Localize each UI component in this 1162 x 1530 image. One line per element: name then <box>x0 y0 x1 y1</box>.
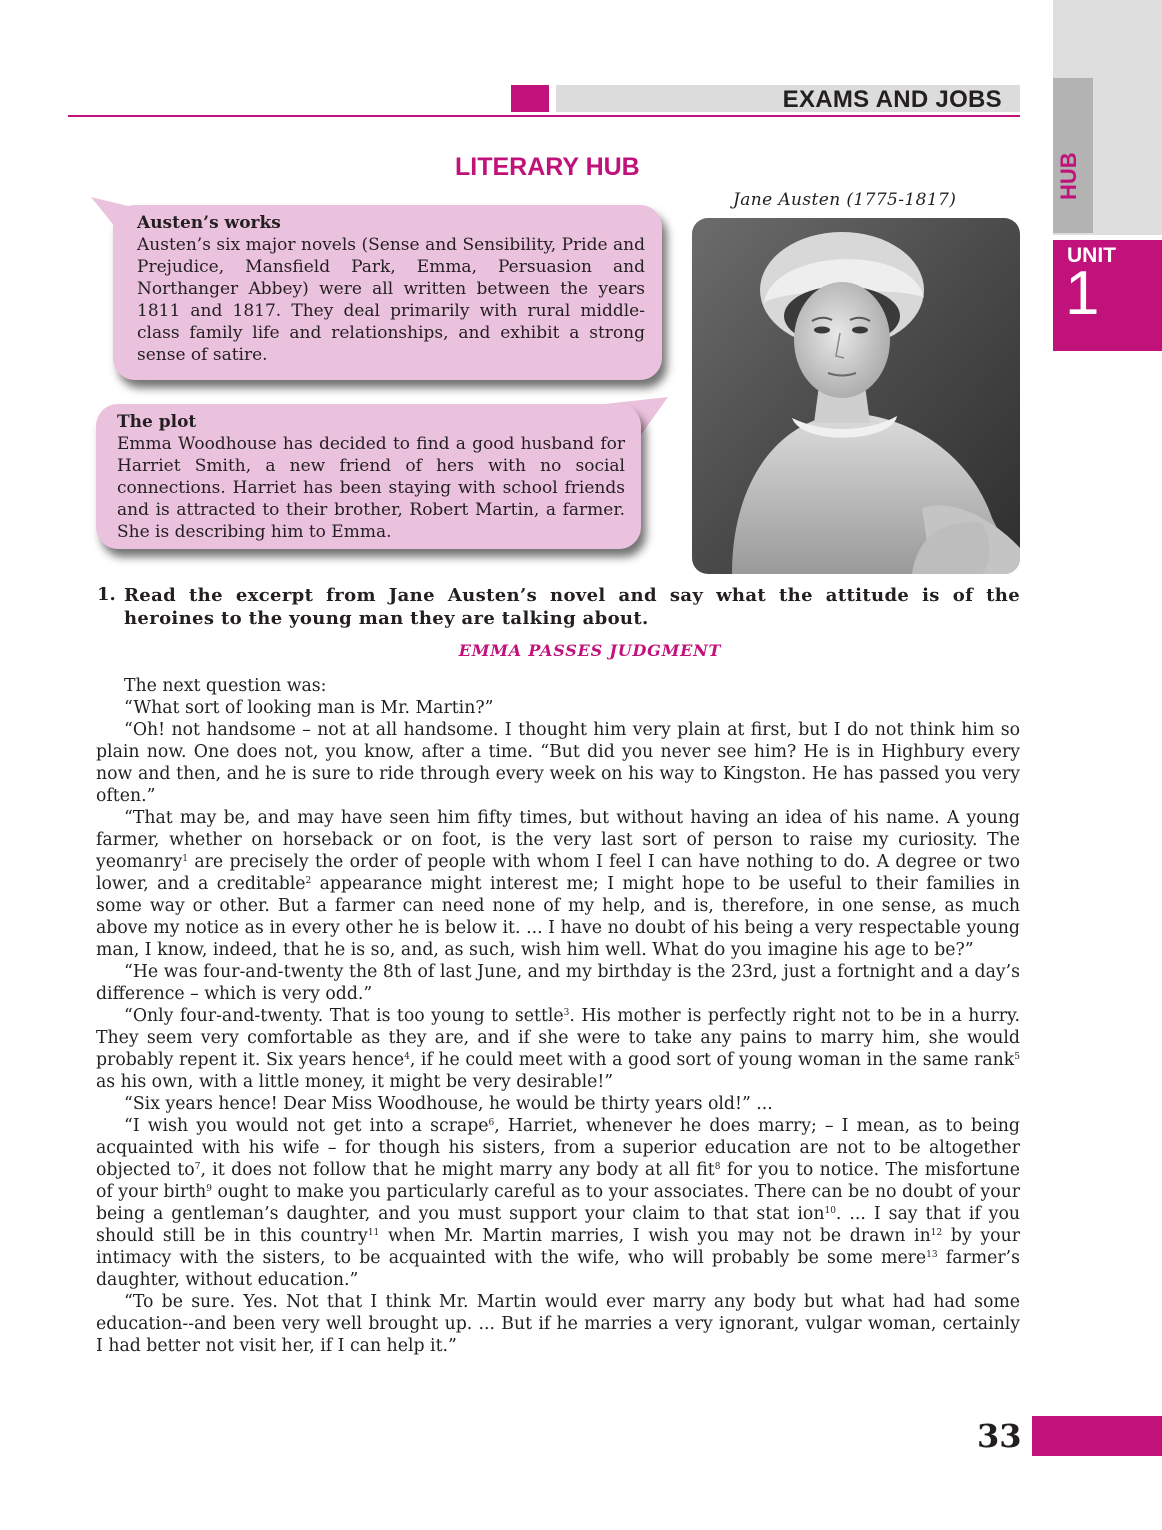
footnote-ref: 12 <box>930 1228 943 1238</box>
paragraph: “To be sure. Yes. Not that I think Mr. Martin would ever marry any body but what had had some education--and been very well brought up. ... But if he marries a very ignorant, vulgar woman, certainly I had better not visit her, if I can help it.” <box>96 1292 1020 1356</box>
task-instruction: Read the excerpt from Jane Austen’s novel and say what the attitude is of the heroines to the young man they are talking about. <box>124 585 1020 629</box>
portrait-image <box>692 218 1020 574</box>
footnote-ref: 1 <box>182 854 188 864</box>
footnote-ref: 2 <box>305 876 312 886</box>
unit-number: 1 <box>1065 259 1100 328</box>
works-title: Austen’s works <box>137 213 281 233</box>
header-accent-square <box>511 85 549 112</box>
section-title: LITERARY HUB <box>455 153 640 181</box>
footnote-ref: 4 <box>404 1052 410 1062</box>
paragraph: “What sort of looking man is Mr. Martin?” <box>124 698 494 718</box>
footnote-ref: 10 <box>824 1206 836 1216</box>
plot-bubble <box>96 404 641 549</box>
paragraph: “Six years hence! Dear Miss Woodhouse, he would be thirty years old!” ... <box>124 1094 773 1114</box>
paragraph: The next question was: <box>124 676 327 696</box>
paragraph: “Oh! not handsome – not at all handsome. I thought him very plain at first, but I do not think him so plain now. One does not, you know, after a time. “But did you never see him? He is in Highbury every now and then, and he is sure to ride through every week on his way to Kingston. He has passed you very often.” <box>96 720 1020 806</box>
footnote-ref: 9 <box>206 1184 213 1194</box>
plot-title: The plot <box>117 412 197 432</box>
footnote-ref: 3 <box>563 1008 570 1018</box>
paragraph: “He was four-and-twenty the 8th of last June, and my birthday is the 23rd, just a fortnight and a day’s difference – which is very odd.” <box>96 962 1020 1004</box>
page-number: 33 <box>977 1417 1022 1455</box>
header-title: EXAMS AND JOBS <box>782 86 1002 113</box>
excerpt-title: EMMA PASSES JUDGMENT <box>458 641 722 660</box>
unit-label: UNIT <box>1067 244 1116 267</box>
footnote-ref: 13 <box>926 1250 938 1260</box>
works-bubble <box>113 205 662 380</box>
works-text: Austen’s six major novels (Sense and Sensibility, Pride and Prejudice, Mansfield Park, Emma, Persuasion and Northanger Abbey) were all written between the years 1811 and 1817. They deal primarily with rural middle-class family life and relationships, and exhibit a strong sense of satire. <box>137 235 645 365</box>
unit-badge <box>1053 240 1162 351</box>
footnote-ref: 11 <box>367 1228 380 1238</box>
paragraph: “That may be, and may have seen him fifty times, but without having an idea of his name. A young farmer, whether on horseback or on foot, is the very last sort of person to raise my curiosity. The yeomanry$^1$ are precisely the order of people with whom I feel I can have nothing to do. A degree or two lower, and a creditable$^2$ appearance might interest me; I might hope to be useful to their families in some way or other. But a farmer can need none of my help, and is, therefore, in one sense, as much above my notice as in every other he is below it. ... I have no doubt of his being a very respectable young man, I know, indeed, that he is so, and, as such, wish him well. What do you imagine his age to be?” <box>96 808 1020 960</box>
side-hub-label: HUB <box>1056 152 1081 200</box>
header-rule <box>68 115 1020 117</box>
excerpt-body <box>96 675 1020 1357</box>
footnote-ref: 8 <box>714 1162 721 1172</box>
footnote-ref: 7 <box>194 1162 201 1172</box>
plot-text: Emma Woodhouse has decided to find a good husband for Harriet Smith, a new friend of hers with no social connections. Harriet has been staying with school friends and is attracted to their brother, Robert Martin, a farmer. She is describing him to Emma. <box>117 434 625 542</box>
portrait-caption: Jane Austen (1775-1817) <box>733 190 957 210</box>
footnote-ref: 6 <box>488 1118 495 1128</box>
page-number-bar <box>1032 1416 1162 1456</box>
footnote-ref: 5 <box>1014 1052 1020 1062</box>
paragraph: “Only four-and-twenty. That is too young to settle$^3$. His mother is perfectly right not to be in a hurry. They seem very comfortable as they are, and if she were to take any pains to marry him, she would probably repent it. Six years hence$^4$, if he could meet with a good sort of young woman in the same rank$^5$ as his own, with a little money, it might be very desirable!” <box>96 1006 1020 1092</box>
paragraph: “I wish you would not get into a scrape$^6$, Harriet, whenever he does marry; – I mean, as to being acquainted with his wife – for though his sisters, from a superior education are not to be altogether objected $to^7$, it does not follow that he might marry any body at all fit$^8$ for you to notice. The misfortune of your birth$^9$ ought to make you particularly careful as to your associates. There can be no doubt of your being a gentleman’s daughter, and you must support your claim to that stat ion$^{10}$. ... I say that if you should still be in this country$^{11}$ when Mr. Martin marries, I wish you may not be drawn $in^{12}$ by your intimacy with the sisters, to be acquainted with the wife, who will probably be some mere$^{13}$ farmer’s daughter, without education.” <box>96 1116 1021 1290</box>
task-number: 1. <box>97 584 116 605</box>
